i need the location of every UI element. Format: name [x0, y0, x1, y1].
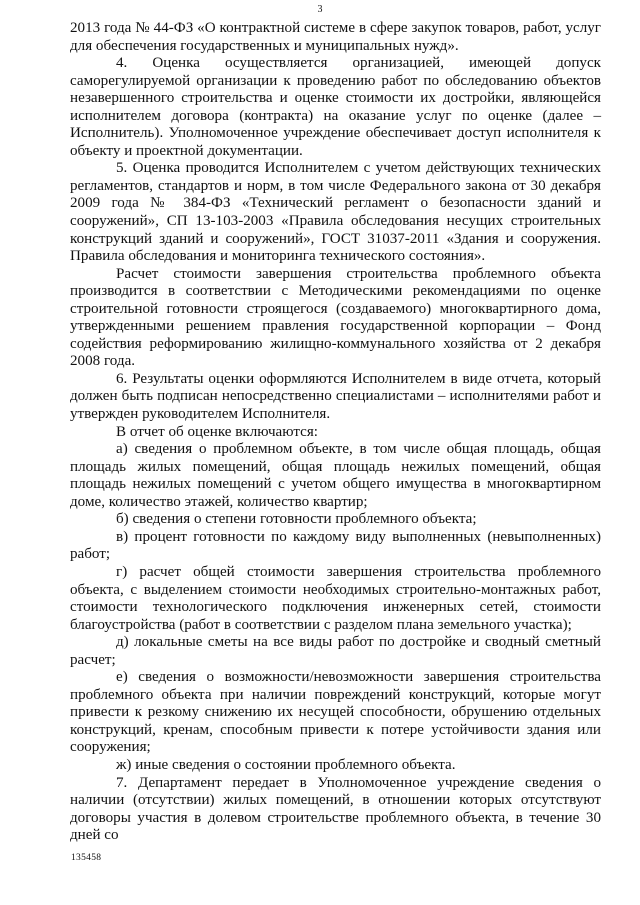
page-number: 3: [317, 4, 323, 15]
paragraph-report-contents-intro: В отчет об оценке включаются:: [116, 423, 318, 440]
list-item-b: б) сведения о степени готовности проблемного объекта;: [116, 511, 477, 528]
list-item-a: а) сведения о проблемном объекте, в том числе общая площадь, общая площадь жилых помещений, общая площадь нежилых помещений, общая площадь нежилых помещений с учетом общего имущества в многоквартирном доме, количество этажей, количество квартир;: [70, 441, 601, 510]
list-item-d: д) локальные сметы на все виды работ по достройке и сводный сметный расчет;: [70, 634, 601, 668]
list-item-zh: ж) иные сведения о состоянии проблемного объекта.: [116, 756, 456, 773]
document-body: [70, 20, 601, 845]
paragraph-item-5: 5. Оценка проводится Исполнителем с учетом действующих технических регламентов, стандартов и норм, в том числе Федерального закона от 30 декабря 2009 года № 384-ФЗ «Технический регламент о безопасности зданий и сооружений», СП 13-103-2003 «Правила обследования несущих строительных конструкций зданий и сооружений», ГОСТ 31037-2011 «Здания и сооружения. Правила обследования и мониторинга технического состояния».: [70, 160, 601, 265]
paragraph-item-6: 6. Результаты оценки оформляются Исполнителем в виде отчета, который должен быть подписан непосредственно специалистами – исполнителями работ и утвержден руководителем Исполнителя.: [70, 370, 601, 423]
paragraph-item-4: 4. Оценка осуществляется организацией, имеющей допуск саморегулируемой организации к проведению работ по обследованию объектов незавершенного строительства и оценке стоимости их достройки, являющейся исполнителем договора (контракта) на оказание услуг по оценке (далее – Исполнитель). Уполномоченное учреждение обеспечивает доступ исполнителя к объекту и проектной документации.: [70, 55, 601, 159]
footer-document-code: 135458: [71, 853, 102, 863]
list-item-g: г) расчет общей стоимости завершения строительства проблемного объекта, с выделением стоимости необходимых строительно-монтажных работ, стоимости технологического подключения инженерных сетей, стоимости благоустройства (работ в соответствии с разделом плана земельного участка);: [70, 563, 601, 633]
list-item-e: е) сведения о возможности/невозможности завершения строительства проблемного объекта при наличии повреждений конструкций, которые могут привести к резкому снижению их несущей способности, обрушению отдельных конструкций, кренам, способным привести к потере устойчивости здания или сооружения;: [70, 669, 601, 756]
paragraph-item-7: 7. Департамент передает в Уполномоченное учреждение сведения о наличии (отсутствии) жилых помещений, в отношении которых отсутствуют договоры участия в долевом строительстве проблемного объекта, в течение 30 дней со: [70, 774, 601, 844]
list-item-v: в) процент готовности по каждому виду выполненных (невыполненных) работ;: [70, 528, 601, 563]
paragraph-cost-calculation: Расчет стоимости завершения строительства проблемного объекта производится в соответствии с Методическими рекомендациями по оценке строительной готовности строящегося (создаваемого) многоквартирного дома, утвержденными решением правления государственной корпорации – Фонд содействия реформированию жилищно-коммунального хозяйства от 2 декабря 2008 года.: [70, 265, 601, 370]
paragraph-law-reference-continuation: 2013 года № 44-ФЗ «О контрактной системе в сфере закупок товаров, работ, услуг для обеспечения государственных и муниципальных нужд».: [70, 20, 601, 54]
